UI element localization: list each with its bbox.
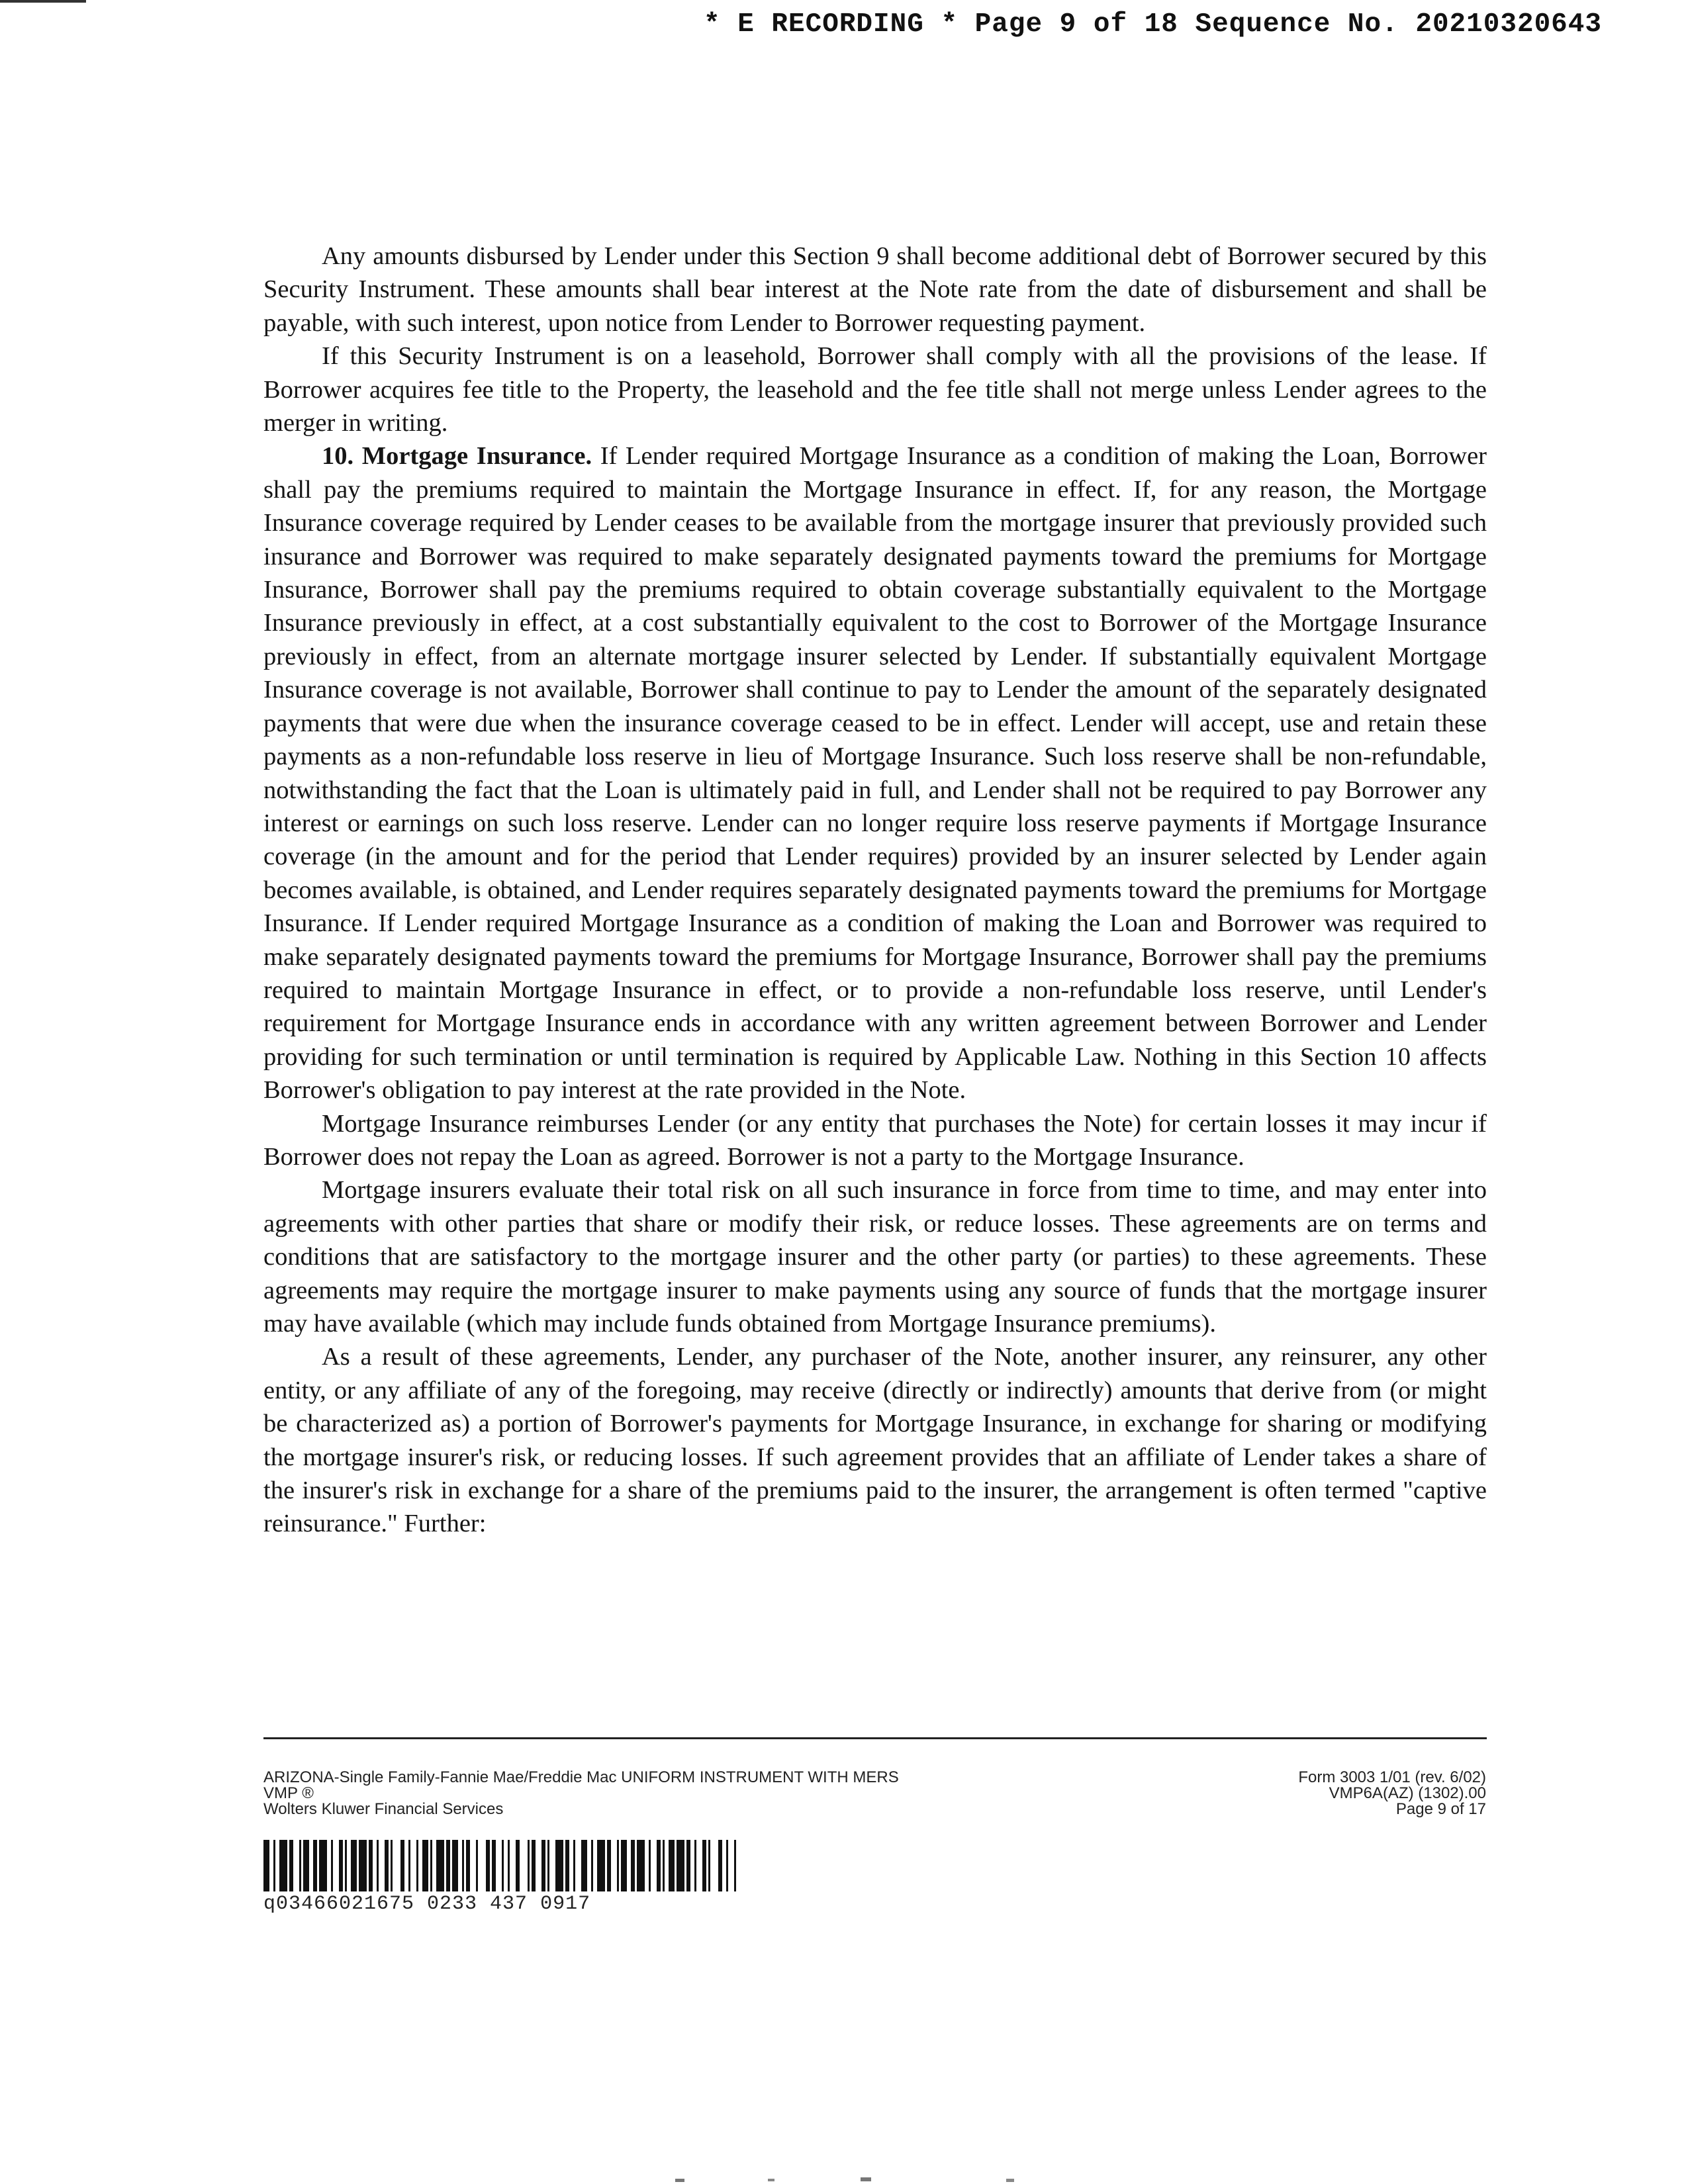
barcode-bar [377, 1840, 379, 1891]
barcode-bar [313, 1840, 317, 1891]
barcode-bar [631, 1840, 635, 1891]
barcode-bar [466, 1840, 470, 1891]
footer-form-id: Form 3003 1/01 (rev. 6/02) [1298, 1768, 1486, 1786]
recording-header: * E RECORDING * Page 9 of 18 Sequence No. 20210320643 [703, 9, 1602, 40]
barcode-bar [649, 1840, 651, 1891]
barcode-bar [555, 1840, 563, 1891]
section-10-text: If Lender required Mortgage Insurance as a condition of making the Loan, Borrower shall pay the premiums required to maintain the Mortgage Insurance in effect. If, for any reason, the Mortgage Insurance coverage required by Lender ceases to be available from the mortgage insurer that previously provided such insurance and Borrower was required to make separately designated payments toward the premiums for Mortgage Insurance, Borrower shall pay the premiums required to obtain coverage substantially equivalent to the Mortgage Insurance previously in effect, at a cost substantially equivalent to the cost to Borrower of the Mortgage Insurance previously in effect, from an alternate mortgage insurer selected by Lender. If substantially equivalent Mortgage Insurance coverage is not available, Borrower shall continue to pay to Lender the amount of the separately designated payments that were due when the insurance coverage ceased to be in effect. Lender will accept, use and retain these payments as a non-refundable loss reserve in lieu of Mortgage Insurance. Such loss reserve shall be non-refundable, notwithstanding the fact that the Loan is ultimately paid in full, and Lender shall not be required to pay Borrower any interest or earnings on such loss reserve. Lender can no longer require loss reserve payments if Mortgage Insurance coverage (in the amount and for the period that Lender requires) provided by an insurer selected by Lender again becomes available, is obtained, and Lender requires separately designated payments toward the premiums for Mortgage Insurance. If Lender required Mortgage Insurance as a condition of making the Loan and Borrower was required to make separately designated payments toward the premiums for Mortgage Insurance, Borrower shall pay the premiums required to maintain Mortgage Insurance in effect, or to provide a non-refundable loss reserve, until Lender's requirement for Mortgage Insurance ends in accordance with any written agreement between Borrower and Lender providing for such termination or until termination is required by Applicable Law. Nothing in this Section 10 affects Borrower's obligation to pay interest at the rate provided in the Note. [263, 442, 1487, 1105]
paragraph-captive-reinsurance: As a result of these agreements, Lender, any purchaser of the Note, another insurer, any reinsurer, any other entity, or any affiliate of any of the foregoing, may receive (directly or indirectly) amounts that derive from (or might be characterized as) a portion of Borrower's payments for Mortgage Insurance, in exchange for sharing or modifying the mortgage insurer's risk, or reducing losses. If such agreement provides that an affiliate of Lender takes a share of the insurer's risk in exchange for a share of the premiums paid to the insurer, the arrangement is often termed "captive reinsurance." Further: [263, 1343, 1487, 1538]
document-body [263, 240, 1487, 1541]
barcode-bar [369, 1840, 373, 1891]
paragraph-leasehold: If this Security Instrument is on a leasehold, Borrower shall comply with all the provisions of the lease. If Borrower acquires fee title to the Property, the leasehold and the fee title shall not merge unless Lender agrees to the merger in writing. [263, 342, 1487, 437]
paragraph-insurers-evaluate: Mortgage insurers evaluate their total risk on all such insurance in force from time to time, and may enter into agreements with other parties that share or modify their risk, or reduce losses. These agreements are on terms and conditions that are satisfactory to the mortgage insurer and the other party (or parties) to these agreements. These agreements may require the mortgage insurer to make payments using any source of funds that the mortgage insurer may have available (which may include funds obtained from Mortgage Insurance premiums). [263, 1176, 1487, 1338]
barcode-bar [416, 1840, 418, 1891]
barcode-bar [436, 1840, 444, 1891]
barcode-bar [279, 1840, 287, 1891]
barcode-bar [617, 1840, 619, 1891]
barcode-bar [273, 1840, 275, 1891]
barcode-bar [597, 1840, 605, 1891]
footer-instrument-title: ARIZONA-Single Family-Fannie Mae/Freddie Mac UNIFORM INSTRUMENT WITH MERS [263, 1768, 899, 1786]
barcode-bar [391, 1840, 393, 1891]
barcode-bar [528, 1840, 530, 1891]
barcode-bar [607, 1840, 611, 1891]
footer-form-number [1298, 1770, 1486, 1817]
footer-form-description [263, 1770, 899, 1817]
barcode-bar [319, 1840, 327, 1891]
barcode-graphic [263, 1840, 737, 1891]
paragraph-mi-reimburses: Mortgage Insurance reimburses Lender (or any entity that purchases the Note) for certain losses it may incur if Borrower does not repay the Loan as agreed. Borrower is not a party to the Mortgage Insurance. [263, 1109, 1487, 1171]
barcode-bar [400, 1840, 404, 1891]
barcode-bar [677, 1840, 684, 1891]
barcode-bar [718, 1840, 722, 1891]
barcode-bar [345, 1840, 347, 1891]
barcode-bar [734, 1840, 736, 1891]
barcode-bar [408, 1840, 410, 1891]
barcode-bar [446, 1840, 450, 1891]
barcode-bar [289, 1840, 293, 1891]
footer-divider [263, 1737, 1487, 1739]
barcode-bar [708, 1840, 710, 1891]
barcode-bar [637, 1840, 645, 1891]
barcode-bar [663, 1840, 665, 1891]
barcode-bar [702, 1840, 706, 1891]
section-10-mortgage-insurance [263, 439, 1487, 1107]
barcode-bar [541, 1840, 545, 1891]
barcode-bar [430, 1840, 432, 1891]
barcode-bar [502, 1840, 504, 1891]
barcode-bar [694, 1840, 696, 1891]
barcode-bar [263, 1840, 269, 1891]
barcode-bar [476, 1840, 478, 1891]
scan-artifact-specks [662, 2163, 1033, 2184]
barcode-bar [657, 1840, 661, 1891]
barcode-bar [669, 1840, 675, 1891]
barcode-bar [351, 1840, 357, 1891]
footer-page-number: Page 9 of 17 [1395, 1800, 1486, 1818]
footer-vmp-mark: VMP ® [263, 1784, 314, 1802]
barcode-bar [516, 1840, 520, 1891]
barcode-bar [547, 1840, 549, 1891]
footer-publisher: Wolters Kluwer Financial Services [263, 1800, 504, 1818]
barcode-bar [581, 1840, 587, 1891]
barcode-bar [726, 1840, 728, 1891]
barcode-bar [303, 1840, 309, 1891]
barcode-bar [565, 1840, 569, 1891]
barcode-bar [591, 1840, 593, 1891]
barcode-bar [492, 1840, 496, 1891]
paragraph-disbursed-amounts: Any amounts disbursed by Lender under this Section 9 shall become additional debt of Borrower secured by this Security Instrument. These amounts shall bear interest at the Note rate from the date of disbursement and shall be payable, with such interest, upon notice from Lender to Borrower requesting payment. [263, 242, 1487, 337]
barcode-bar [621, 1840, 627, 1891]
scan-edge-mark [0, 0, 86, 3]
barcode-number: q03466021675 0233 437 0917 [263, 1893, 591, 1915]
footer-vmp-code: VMP6A(AZ) (1302).00 [1329, 1784, 1486, 1802]
section-10-heading: 10. Mortgage Insurance. [322, 442, 592, 471]
barcode-bar [452, 1840, 458, 1891]
barcode-bar [573, 1840, 575, 1891]
barcode-bar [299, 1840, 301, 1891]
barcode-bar [331, 1840, 333, 1891]
barcode-bar [686, 1840, 690, 1891]
barcode-bar [385, 1840, 389, 1891]
barcode-bar [422, 1840, 428, 1891]
barcode-bar [462, 1840, 464, 1891]
barcode-bar [532, 1840, 536, 1891]
barcode-bar [339, 1840, 343, 1891]
barcode-bar [359, 1840, 367, 1891]
barcode-bar [508, 1840, 510, 1891]
barcode-bar [486, 1840, 490, 1891]
